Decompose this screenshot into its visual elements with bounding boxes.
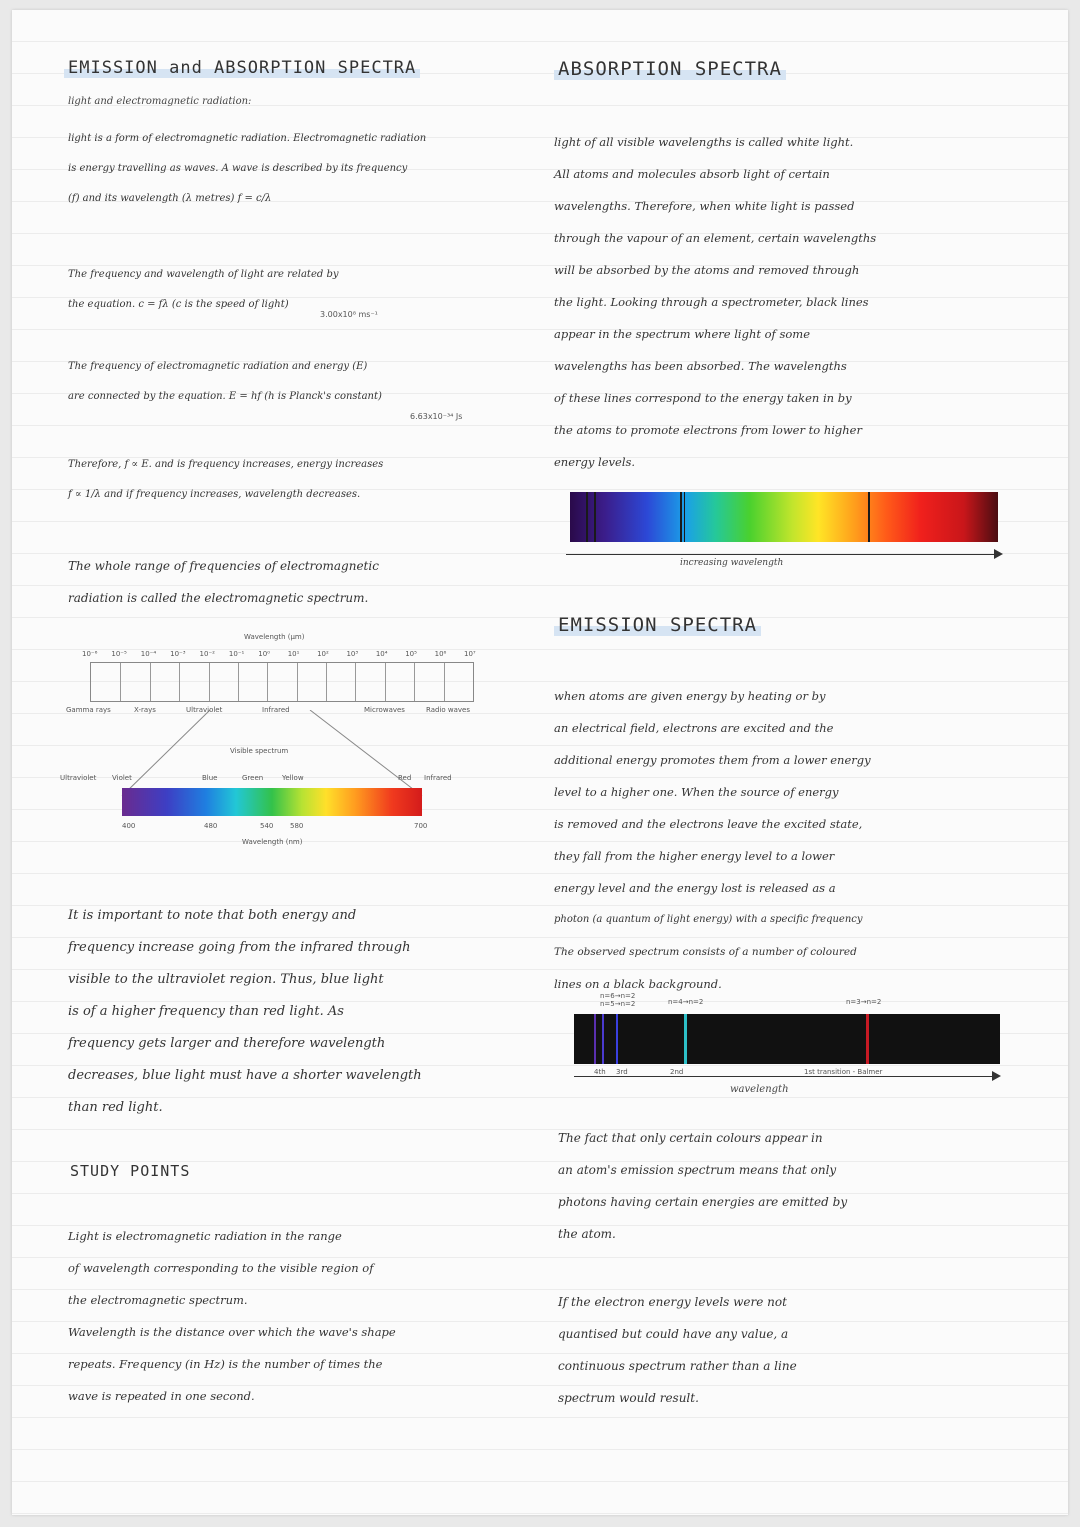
transition-label-n3: n=3→n=2 bbox=[846, 998, 882, 1006]
subtitle: light and electromagnetic radiation: bbox=[68, 96, 252, 107]
em-cell-divider bbox=[297, 663, 298, 701]
visible-spectrum-label: Visible spectrum bbox=[230, 747, 289, 755]
wavelength-tick: 10⁶ bbox=[434, 650, 447, 658]
em-region-label: Gamma rays bbox=[66, 706, 111, 714]
em-region-label: Radio waves bbox=[426, 706, 471, 714]
emission-spectrum-bar bbox=[574, 1014, 1000, 1064]
label-1st-balmer: 1st transition - Balmer bbox=[804, 1068, 883, 1076]
label-4th: 4th bbox=[594, 1068, 606, 1076]
absorption-text: light of all visible wavelengths is called white light. All atoms and molecules absorb light of certain wavelengths. Therefore, when white light is passed through the vapour of an element, certain wavelengths will be absorbed by the atoms and removed through the light. Looking through a spectrometer, black lines appear in the spectrum where light of some wavelengths has been absorbed. The wavelengths of these lines correspond to the energy taken in by the atoms to promote electrons from lower to higher energy levels. bbox=[554, 135, 877, 469]
nm-tick: 580 bbox=[290, 822, 304, 830]
page-title: EMISSION and ABSORPTION SPECTRA bbox=[64, 58, 420, 78]
paragraph-proportionality: Therefore, f ∝ E. and is frequency increases, energy increases f ∝ 1/λ and if frequency increases, wavelength decreases. bbox=[68, 459, 384, 500]
emission-line-cyan bbox=[684, 1014, 687, 1064]
transition-label-n4: n=4→n=2 bbox=[668, 998, 704, 1006]
em-cell-divider bbox=[355, 663, 356, 701]
paragraph-em-radiation: light is a form of electromagnetic radiation. Electromagnetic radiation is energy travelling as waves. A wave is described by its frequency (f) and its wavelength (λ metres) f = c/λ bbox=[68, 133, 427, 204]
wavelength-tick: 10⁻² bbox=[199, 650, 215, 658]
em-cell-divider bbox=[326, 663, 327, 701]
absorption-line bbox=[586, 492, 588, 542]
visible-color-label: Yellow bbox=[282, 774, 304, 782]
em-cell-divider bbox=[120, 663, 121, 701]
visible-spectrum-bar bbox=[122, 788, 422, 816]
wavelength-tick: 10² bbox=[317, 650, 329, 658]
wavelength-tick: 10⁴ bbox=[375, 650, 388, 658]
absorption-line bbox=[684, 492, 685, 542]
wavelength-um-label: Wavelength (μm) bbox=[244, 633, 305, 641]
transition-label-n6: n=6→n=2 bbox=[600, 992, 636, 1000]
arrow-head bbox=[994, 549, 1003, 559]
nm-tick: 540 bbox=[260, 822, 274, 830]
absorption-title: ABSORPTION SPECTRA bbox=[554, 58, 786, 80]
paragraph-speed-equation: The frequency and wavelength of light are related by the equation. c = fλ (c is the speed of light) bbox=[68, 269, 339, 310]
emission-title: EMISSION SPECTRA bbox=[554, 614, 761, 636]
paragraph-energy-frequency: It is important to note that both energy and frequency increase going from the infrared through visible to the ultraviolet region. Thus, blue light is of a higher frequency than red light. As frequency gets larger and therefore wavelength decreases, blue light must have a shorter wavelength than red light. bbox=[68, 908, 422, 1115]
visible-zoom-lines bbox=[64, 710, 484, 800]
visible-color-label: Green bbox=[242, 774, 264, 782]
wavelength-tick: 10⁰ bbox=[258, 650, 271, 658]
label-2nd: 2nd bbox=[670, 1068, 684, 1076]
emission-line-violet bbox=[602, 1014, 604, 1064]
emission-text-3: If the electron energy levels were not quantised but could have any value, a continuous spectrum rather than a line spectrum would result. bbox=[558, 1295, 797, 1405]
nm-tick: 700 bbox=[414, 822, 428, 830]
absorption-line bbox=[868, 492, 870, 542]
study-points-text: Light is electromagnetic radiation in the range of wavelength corresponding to the visible region of the electromagnetic spectrum. Wavelength is the distance over which the wave's shape repeats. Frequency (in Hz) is the number of times the wave is repeated in one second. bbox=[68, 1229, 396, 1403]
arrow-head bbox=[992, 1071, 1001, 1081]
visible-color-label: Ultraviolet bbox=[60, 774, 97, 782]
wavelength-tick: 10⁻¹ bbox=[228, 650, 245, 658]
absorption-spectrum-bar bbox=[570, 492, 998, 542]
em-cell-divider bbox=[150, 663, 151, 701]
emission-axis-line bbox=[574, 1076, 994, 1077]
em-region-box bbox=[90, 662, 474, 702]
emission-line-blue bbox=[616, 1014, 618, 1064]
visible-color-label: Violet bbox=[112, 774, 132, 782]
paragraph-em-spectrum: The whole range of frequencies of electromagnetic radiation is called the electromagnetic spectrum. bbox=[68, 559, 379, 605]
wavelength-tick: 10⁻³ bbox=[170, 650, 186, 658]
notebook-page bbox=[12, 10, 1068, 1515]
em-cell-divider bbox=[267, 663, 268, 701]
nm-tick: 400 bbox=[122, 822, 136, 830]
em-region-label: Microwaves bbox=[364, 706, 405, 714]
wavelength-tick: 10⁵ bbox=[405, 650, 417, 658]
absorption-line bbox=[680, 492, 682, 542]
visible-color-label: Red bbox=[398, 774, 412, 782]
nm-tick: 480 bbox=[204, 822, 218, 830]
visible-color-label: Blue bbox=[202, 774, 218, 782]
emission-text: when atoms are given energy by heating or by an electrical field, electrons are excited and the additional energy promotes them from a lower energy level to a higher one. When the source of energy is removed and the electrons leave the excited state, they fall from the higher energy level to a lower energy level and the energy lost is released as a photon (a quantum of light energy) with a specific frequency The observed spectrum consists of a number of coloured lines on a black background. bbox=[554, 689, 871, 991]
absorption-line bbox=[594, 492, 596, 542]
increasing-wavelength-label: increasing wavelength bbox=[680, 558, 784, 568]
transition-label-n5: n=5→n=2 bbox=[600, 1000, 636, 1008]
em-cell-divider bbox=[414, 663, 415, 701]
label-3rd: 3rd bbox=[616, 1068, 628, 1076]
emission-wavelength-label: wavelength bbox=[730, 1084, 789, 1095]
emission-line-violet bbox=[594, 1014, 596, 1064]
wavelength-tick: 10⁻⁴ bbox=[140, 650, 157, 658]
em-region-label: Infrared bbox=[262, 706, 290, 714]
em-cell-divider bbox=[238, 663, 239, 701]
emission-text-2: The fact that only certain colours appear in an atom's emission spectrum means that only photons having certain energies are emitted by the atom. bbox=[558, 1131, 848, 1241]
wavelength-tick: 10³ bbox=[346, 650, 359, 658]
em-cell-divider bbox=[209, 663, 210, 701]
em-cell-divider bbox=[179, 663, 180, 701]
paragraph-energy-equation: The frequency of electromagnetic radiation and energy (E) are connected by the equation. E = hf (h is Planck's constant) bbox=[68, 361, 382, 402]
speed-of-light-value: 3.00x10⁸ ms⁻¹ bbox=[320, 310, 378, 319]
wavelength-tick: 10⁷ bbox=[464, 650, 476, 658]
wavelength-arrow bbox=[566, 554, 996, 555]
wavelength-tick: 10¹ bbox=[287, 650, 300, 658]
wavelength-tick: 10⁻⁵ bbox=[111, 650, 127, 658]
emission-line-red bbox=[866, 1014, 869, 1064]
study-points-title: STUDY POINTS bbox=[70, 1162, 191, 1180]
em-region-label: Ultraviolet bbox=[186, 706, 223, 714]
em-region-label: X-rays bbox=[134, 706, 156, 714]
wavelength-tick: 10⁻⁶ bbox=[82, 650, 98, 658]
em-cell-divider bbox=[385, 663, 386, 701]
em-cell-divider bbox=[444, 663, 445, 701]
planck-constant-value: 6.63x10⁻³⁴ Js bbox=[410, 412, 463, 421]
wavelength-nm-label: Wavelength (nm) bbox=[242, 838, 303, 846]
visible-color-label: Infrared bbox=[424, 774, 452, 782]
